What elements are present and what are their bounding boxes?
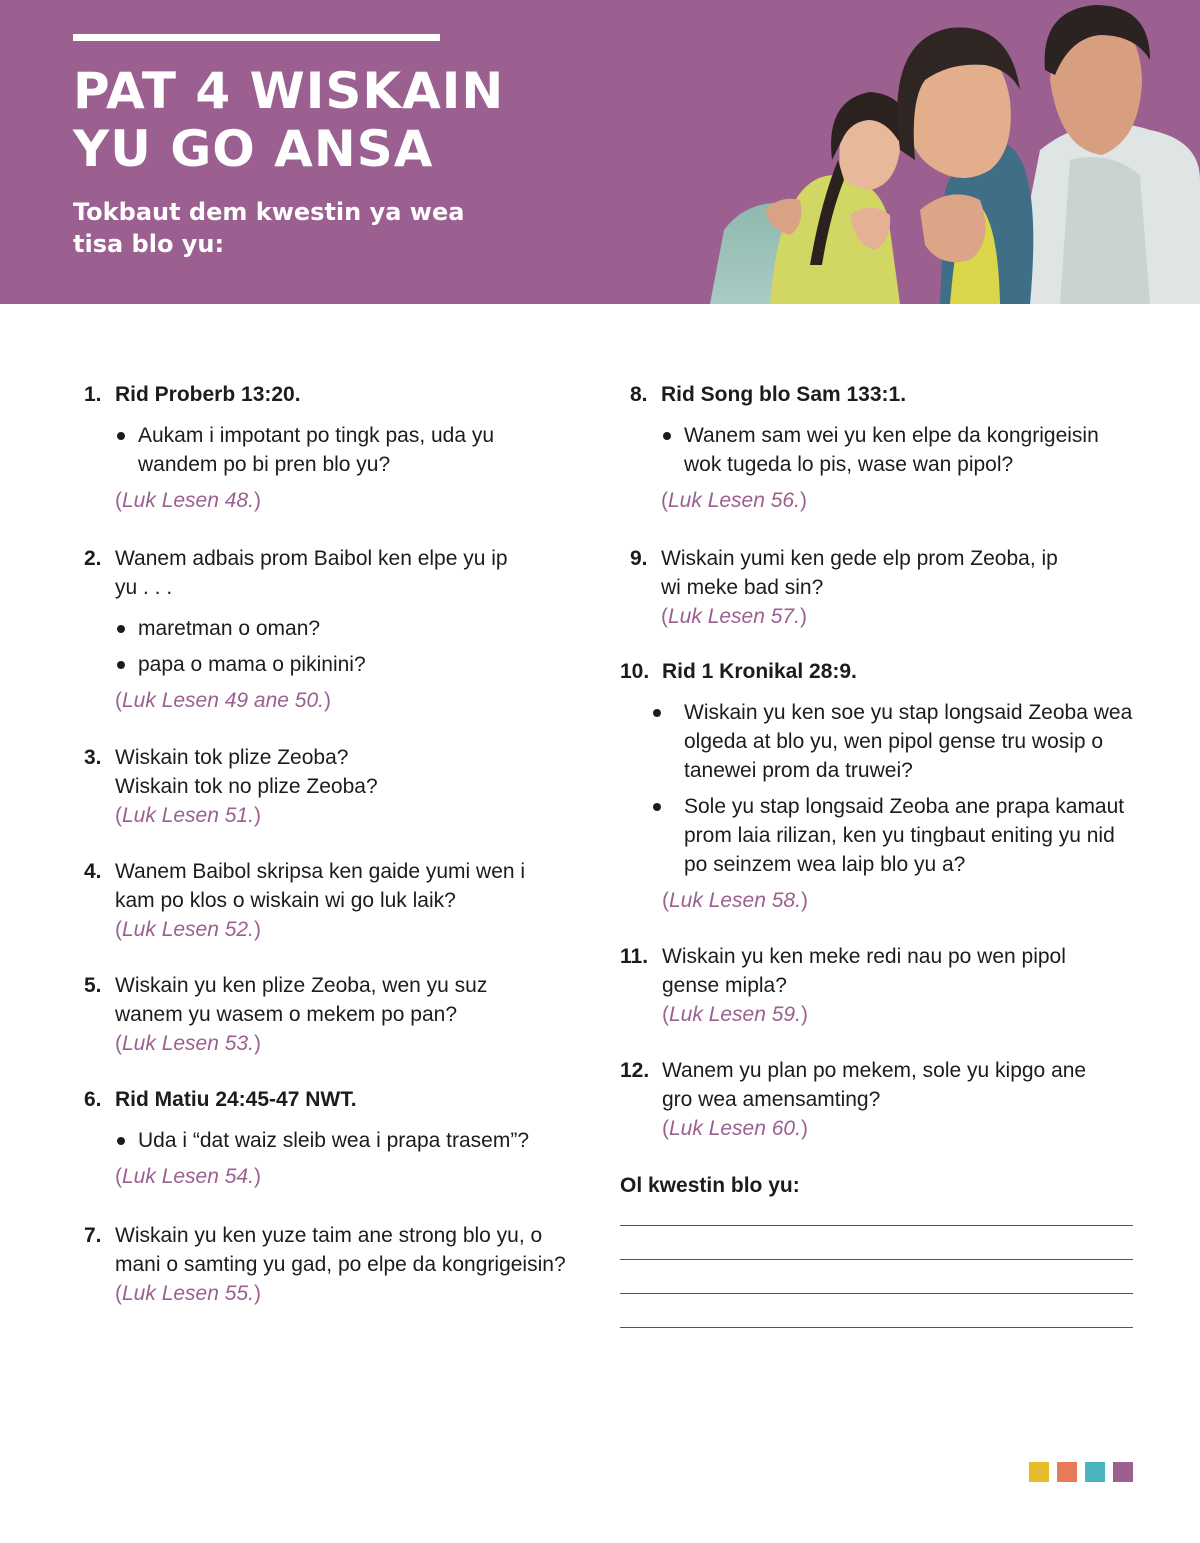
question-item-4 (84, 857, 584, 944)
question-text: Wanem Baibol skripsa ken gaide yumi wen i kam po klos o wiskain wi go luk laik? (115, 860, 526, 912)
lesson-reference-text: Luk Lesen 52. (122, 918, 254, 941)
color-squares-decoration (1029, 1462, 1133, 1482)
question-number: 5. (84, 974, 102, 997)
question-item-1 (84, 380, 584, 515)
answer-line[interactable] (620, 1293, 1133, 1294)
question-text: Wiskain yu ken plize Zeoba, wen yu suz wanem yu wasem o mekem po pan? (115, 974, 488, 1026)
orange-square (1057, 1462, 1077, 1482)
bullet-item: Aukam i impotant po tingk pas, uda yu wandem po bi pren blo yu? (84, 421, 518, 479)
question-number: 12. (620, 1059, 650, 1082)
lesson-reference: (Luk Lesen 48.) (115, 489, 261, 512)
question-text: Wiskain tok plize Zeoba? Wiskain tok no plize Zeoba? (115, 746, 378, 798)
lesson-reference-text: Luk Lesen 53. (122, 1032, 254, 1055)
lesson-reference-text: Luk Lesen 59. (669, 1003, 801, 1026)
lesson-reference: (Luk Lesen 58.) (662, 889, 808, 912)
question-number: 10. (620, 660, 650, 683)
lesson-reference: (Luk Lesen 56.) (661, 489, 807, 512)
question-text: Wiskain yumi ken gede elp prom Zeoba, ip wi meke bad sin? (661, 547, 1058, 599)
answer-line[interactable] (620, 1259, 1133, 1260)
question-number: 7. (84, 1224, 102, 1247)
question-number: 9. (630, 547, 648, 570)
purple-square (1113, 1462, 1133, 1482)
bullet-item: Wiskain yu ken soe yu stap longsaid Zeoba wea olgeda at blo yu, wen pipol gense tru wosip o tanewei prom da truwei? (620, 698, 1135, 785)
lesson-reference: (Luk Lesen 59.) (662, 1003, 808, 1026)
question-text: Rid Matiu 24:45-47 NWT. (115, 1088, 357, 1111)
bullet-list (84, 614, 584, 679)
family-praying-illustration (710, 0, 1200, 304)
lesson-reference: (Luk Lesen 53.) (115, 1032, 261, 1055)
question-item-2 (84, 544, 584, 715)
question-item-10 (620, 657, 1135, 915)
question-text: Wiskain yu ken meke redi nau po wen pipol gense mipla? (662, 945, 1066, 997)
lesson-reference: (Luk Lesen 55.) (115, 1282, 261, 1305)
lesson-reference-text: Luk Lesen 57. (668, 605, 800, 628)
lesson-reference-text: Luk Lesen 56. (668, 489, 800, 512)
question-text: Rid Proberb 13:20. (115, 383, 301, 406)
question-item-3 (84, 743, 584, 830)
question-item-9 (630, 544, 1080, 631)
question-number: 11. (620, 945, 649, 968)
question-item-12 (620, 1056, 1130, 1143)
lesson-reference: (Luk Lesen 51.) (115, 804, 261, 827)
bullet-item: Uda i “dat waiz sleib wea i prapa trasem”? (84, 1126, 584, 1155)
question-item-5 (84, 971, 584, 1058)
yellow-square (1029, 1462, 1049, 1482)
bullet-item: Sole yu stap longsaid Zeoba ane prapa kamaut prom laia rilizan, ken yu tingbaut eniting yu nid po seinzem wea laip blo yu a? (620, 792, 1135, 879)
lesson-reference-text: Luk Lesen 49 ane 50. (122, 689, 325, 712)
bullet-list (84, 421, 584, 479)
question-item-11 (620, 942, 1110, 1029)
question-number: 1. (84, 383, 102, 406)
lesson-reference-text: Luk Lesen 51. (122, 804, 254, 827)
page-subtitle: Tokbaut dem kwestin ya wea tisa blo yu: (73, 198, 465, 258)
question-item-6 (84, 1085, 584, 1191)
lesson-reference-text: Luk Lesen 48. (122, 489, 254, 512)
question-text: Rid 1 Kronikal 28:9. (662, 660, 857, 683)
lesson-reference: (Luk Lesen 57.) (661, 605, 807, 628)
lesson-reference: (Luk Lesen 52.) (115, 918, 261, 941)
page-header (0, 0, 1200, 304)
lesson-reference: (Luk Lesen 49 ane 50.) (115, 689, 332, 712)
answer-line[interactable] (620, 1225, 1133, 1226)
lesson-reference: (Luk Lesen 60.) (662, 1117, 808, 1140)
lesson-reference-text: Luk Lesen 60. (669, 1117, 801, 1140)
lesson-reference-text: Luk Lesen 54. (122, 1165, 254, 1188)
header-rule (73, 34, 440, 41)
bullet-list (620, 698, 1135, 879)
lesson-reference-text: Luk Lesen 55. (122, 1282, 254, 1305)
bullet-item: Wanem sam wei yu ken elpe da kongrigeisin wok tugeda lo pis, wase wan pipol? (630, 421, 1135, 479)
question-number: 8. (630, 383, 648, 406)
question-text: Rid Song blo Sam 133:1. (661, 383, 907, 406)
question-text: Wanem yu plan po mekem, sole yu kipgo ane gro wea amensamting? (662, 1059, 1087, 1111)
page-title: PAT 4 WISKAIN YU GO ANSA (73, 62, 505, 178)
question-number: 2. (84, 547, 102, 570)
question-text: Wiskain yu ken yuze taim ane strong blo yu, o mani o samting yu gad, po elpe da kongrigeisin? (115, 1224, 566, 1276)
question-text: Wanem adbais prom Baibol ken elpe yu ip yu . . . (115, 547, 508, 599)
own-questions-heading: Ol kwestin blo yu: (620, 1174, 800, 1197)
bullet-item: maretman o oman? (84, 614, 584, 643)
bullet-list (84, 1126, 584, 1155)
question-number: 3. (84, 746, 102, 769)
lesson-reference: (Luk Lesen 54.) (115, 1165, 261, 1188)
bullet-list (630, 421, 1135, 479)
teal-square (1085, 1462, 1105, 1482)
lesson-reference-text: Luk Lesen 58. (669, 889, 801, 912)
question-number: 6. (84, 1088, 102, 1111)
question-item-7 (84, 1221, 584, 1308)
question-item-8 (630, 380, 1135, 515)
question-number: 4. (84, 860, 102, 883)
answer-line[interactable] (620, 1327, 1133, 1328)
bullet-item: papa o mama o pikinini? (84, 650, 584, 679)
